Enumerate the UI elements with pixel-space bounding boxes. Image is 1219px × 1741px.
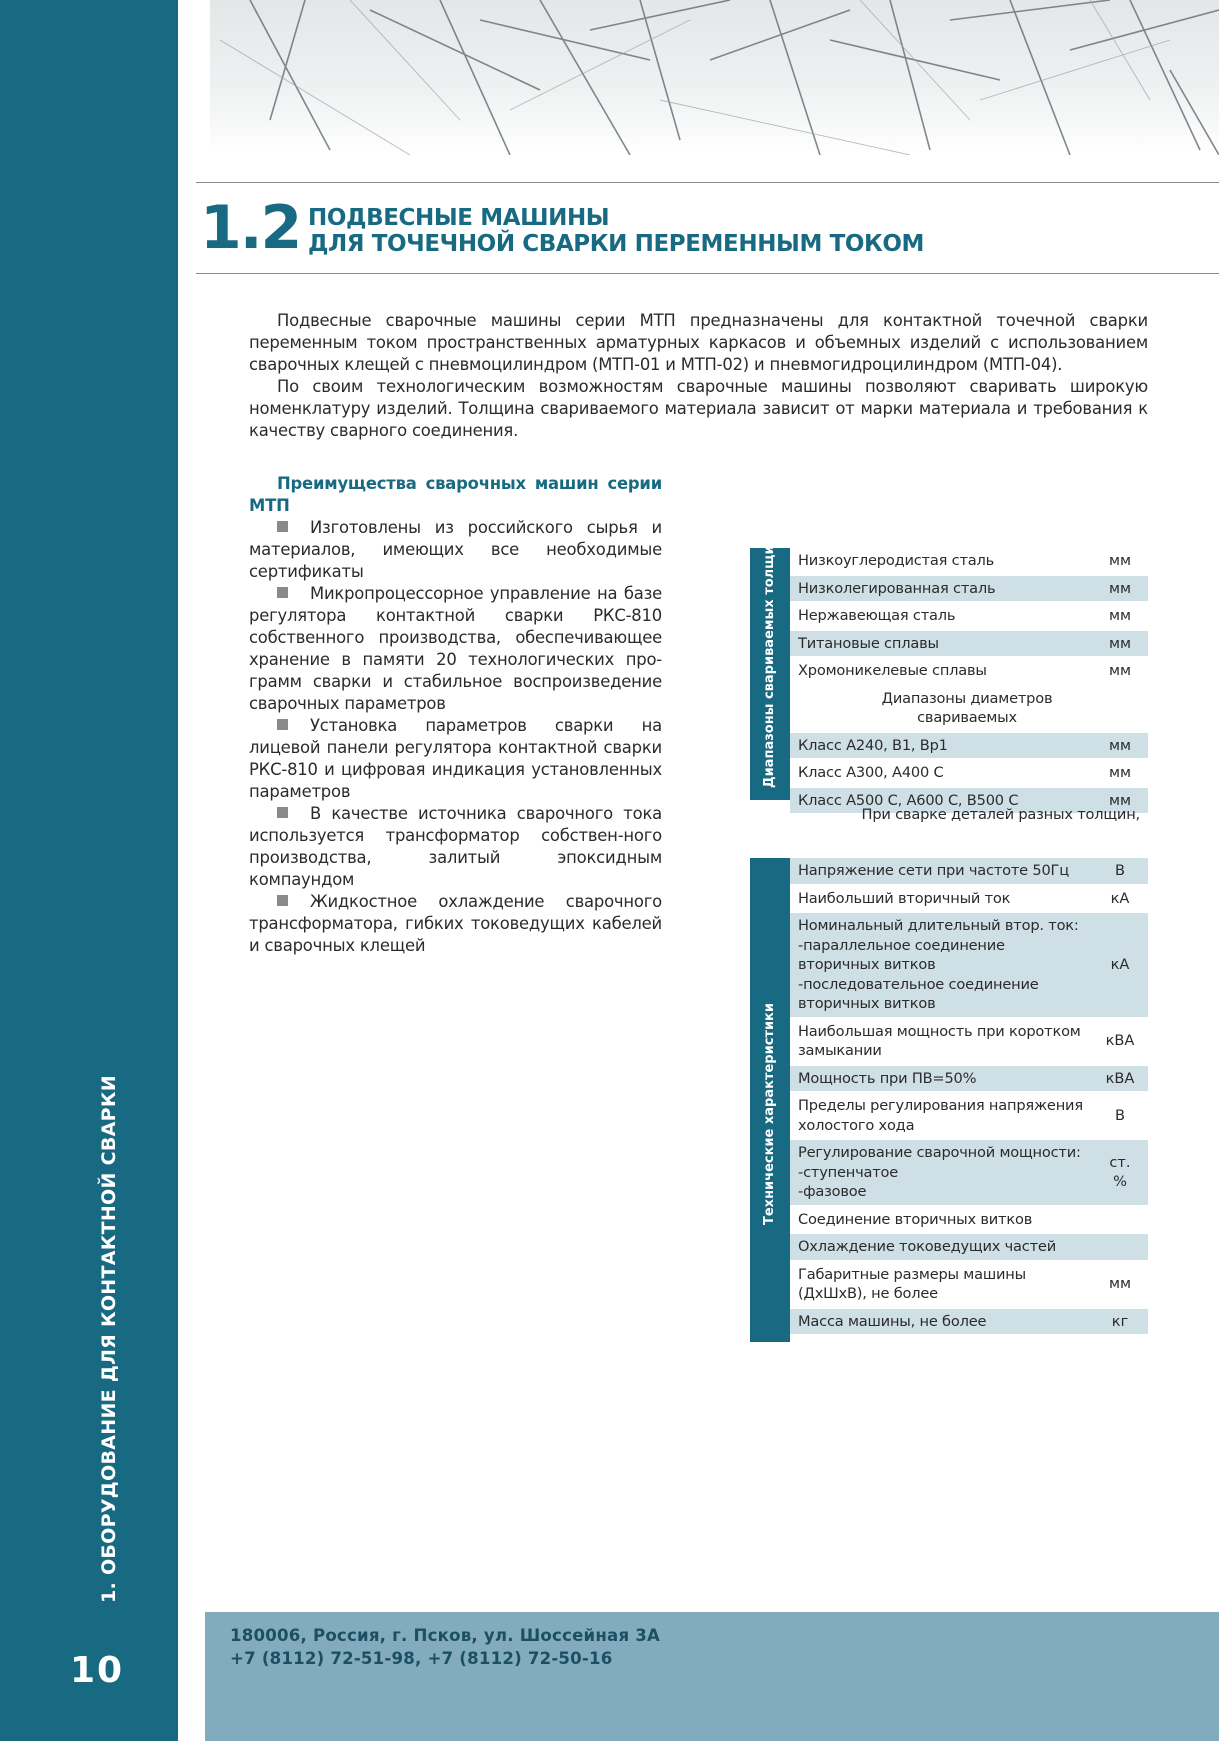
row-unit: кг [1111, 1312, 1129, 1330]
footer-phones: +7 (8112) 72-51-98, +7 (8112) 72-50-16 [230, 1649, 613, 1668]
row-label: Напряжение сети при частоте 50Гц [798, 862, 1069, 879]
thickness-table-side-label: Диапазоны свариваемых толщин [762, 536, 777, 788]
square-bullet-icon [277, 895, 288, 906]
advantage-item [249, 715, 662, 803]
advantages-title: Преимущества сварочных машин серии МТП [249, 474, 662, 515]
section-title [308, 205, 1068, 257]
section-title-line1: ПОДВЕСНЫЕ МАШИНЫ [308, 205, 610, 231]
row-unit: ст. % [1109, 1153, 1131, 1191]
table-row [790, 1019, 1148, 1066]
row-label: Нержавеющая сталь [798, 607, 956, 624]
table-row [790, 1066, 1148, 1094]
advantage-item [249, 583, 662, 715]
tech-table-side [750, 858, 790, 1342]
row-label: Диапазоны диаметров свариваемых [881, 689, 1053, 726]
row-unit: кА [1110, 956, 1130, 973]
row-unit: В [1114, 862, 1125, 879]
row-label: Габаритные размеры машины (ДхШхВ), не более [798, 1265, 1026, 1302]
tech-table-rows [790, 858, 1148, 1336]
footer [205, 1612, 1219, 1741]
table-row [790, 548, 1148, 576]
intro-paragraph: По своим технологическим возможностям сварочные машины позволяют сваривать широкую номенклатуру изделий. Толщина свариваемого материала зависит от марки материала и требования к качеству сварного соединения. [249, 377, 1148, 440]
row-unit: кА [1110, 889, 1130, 907]
heading-rule-bottom [196, 273, 1219, 274]
header-photo [210, 0, 1219, 155]
intro-text [249, 310, 1148, 442]
row-label: Низколегированная сталь [798, 579, 996, 597]
row-label: Наибольший вторичный ток [798, 889, 1011, 907]
thickness-table-side [750, 536, 790, 800]
section-number: 1.2 [200, 193, 301, 263]
row-unit: мм [1108, 764, 1132, 781]
heading-rule-top [196, 182, 1219, 183]
table-row [790, 658, 1148, 686]
table-row [790, 686, 1148, 733]
advantage-text: Микропроцессорное управление на базе регулятора контактной сварки РКС-810 собственного производства, обеспечивающее хранение в памяти 20 технологических про-грамм сварки и стабильное воспроизведение сварочных параметров [249, 584, 662, 713]
table-row [790, 631, 1148, 659]
row-label: Низкоуглеродистая сталь [798, 552, 995, 569]
row-label: Номинальный длительный втор. ток: -параллельное соединение вторичных витков -последовательное соединение вторичных витков [798, 917, 1079, 1012]
row-unit: кВА [1105, 1032, 1135, 1050]
thickness-table [750, 536, 1148, 823]
footer-address: 180006, Россия, г. Псков, ул. Шоссейная 3А [230, 1626, 661, 1645]
row-unit [1092, 1216, 1148, 1222]
row-unit: мм [1108, 579, 1132, 597]
advantage-text: Установка параметров сварки на лицевой панели регулятора контактной сварки РКС-810 и цифровая индикация установленных параметров [249, 716, 662, 801]
row-label: Мощность при ПВ=50% [798, 1069, 977, 1087]
tech-table [750, 858, 1148, 1343]
row-label: Соединение вторичных витков [798, 1210, 1033, 1228]
row-unit: мм [1108, 1275, 1132, 1293]
table-row [790, 733, 1148, 761]
advantage-item [249, 891, 662, 957]
row-unit [1092, 1244, 1148, 1250]
tech-table-side-label: Технические характеристики [762, 1003, 777, 1225]
row-label: Охлаждение токоведущих частей [798, 1238, 1056, 1255]
advantage-item [249, 803, 662, 891]
row-label: Регулирование сварочной мощности: -ступенчатое -фазовое [798, 1144, 1081, 1200]
advantage-text: Жидкостное охлаждение сварочного трансформатора, гибких токоведущих кабелей и сварочных клещей [249, 892, 662, 955]
thickness-table-note: При сварке деталей разных толщин, [861, 806, 1140, 823]
table-row [790, 760, 1148, 788]
table-row [790, 1309, 1148, 1337]
table-row [790, 886, 1148, 914]
row-label: Хромоникелевые сплавы [798, 662, 987, 679]
row-unit [1092, 705, 1148, 711]
row-label: Масса машины, не более [798, 1312, 987, 1330]
table-row [790, 858, 1148, 886]
sidebar-section-title: 1. ОБОРУДОВАНИЕ ДЛЯ КОНТАКТНОЙ СВАРКИ [98, 1075, 120, 1603]
sidebar-band [0, 0, 178, 1741]
row-unit: мм [1108, 634, 1132, 652]
square-bullet-icon [277, 807, 288, 818]
row-label: Класс А240, В1, Вр1 [798, 736, 948, 754]
table-row [790, 1093, 1148, 1140]
advantage-item [249, 517, 662, 583]
table-row [790, 1262, 1148, 1309]
advantage-text: Изготовлены из российского сырья и материалов, имеющих все необходимые сертификаты [249, 518, 662, 581]
row-label: Титановые сплавы [798, 634, 939, 652]
table-row [790, 576, 1148, 604]
row-unit: мм [1108, 552, 1132, 569]
table-row [790, 1207, 1148, 1235]
square-bullet-icon [277, 719, 288, 730]
advantage-text: В качестве источника сварочного тока используется трансформатор собствен-ного производства, залитый эпоксидным компаундом [249, 804, 662, 889]
row-label: Класс А300, А400 С [798, 764, 944, 781]
row-label: Наибольшая мощность при коротком замыкании [798, 1022, 1081, 1059]
section-title-line2: ДЛЯ ТОЧЕЧНОЙ СВАРКИ ПЕРЕМЕННЫМ ТОКОМ [308, 231, 925, 257]
row-unit: мм [1108, 791, 1132, 809]
row-label: Пределы регулирования напряжения холостого хода [798, 1097, 1083, 1134]
table-row [790, 1140, 1148, 1207]
row-label: Класс А500 С, А600 С, В500 С [798, 791, 1019, 809]
advantages-block [249, 473, 662, 957]
table-row [790, 603, 1148, 631]
intro-paragraph: Подвесные сварочные машины серии МТП предназначены для контактной точечной сварки переменным током пространственных арматурных каркасов и объемных изделий с использованием сварочных клещей с пневмоцилиндром (МТП-01 и МТП-02) и пневмогидроцилиндром (МТП-04). [249, 311, 1148, 374]
thickness-table-rows [790, 548, 1148, 815]
row-unit: кВА [1105, 1069, 1135, 1087]
square-bullet-icon [277, 587, 288, 598]
row-unit: мм [1108, 607, 1132, 624]
square-bullet-icon [277, 521, 288, 532]
row-unit: В [1114, 1106, 1125, 1124]
table-row [790, 913, 1148, 1019]
page-number: 10 [70, 1650, 125, 1691]
row-unit: мм [1108, 662, 1132, 679]
table-row [790, 1234, 1148, 1262]
row-unit: мм [1108, 736, 1132, 754]
